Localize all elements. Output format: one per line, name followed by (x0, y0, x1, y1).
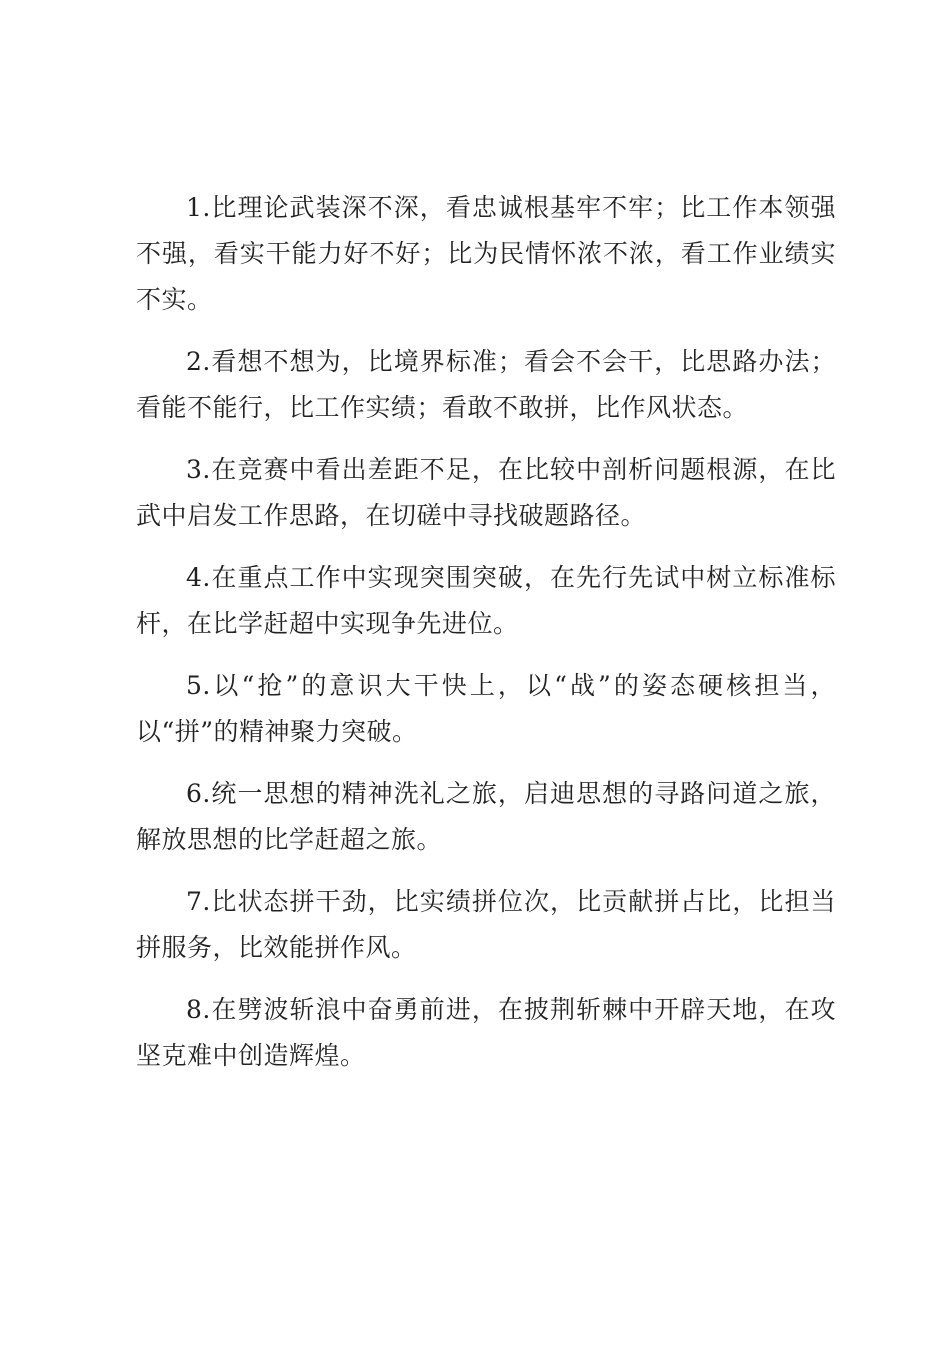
paragraph-7: 7.比状态拼干劲，比实绩拼位次，比贡献拼占比，比担当拼服务，比效能拼作风。 (136, 887, 836, 962)
paragraph-6: 6.统一思想的精神洗礼之旅，启迪思想的寻路问道之旅，解放思想的比学赶超之旅。 (136, 779, 836, 854)
paragraph-4: 4.在重点工作中实现突围突破，在先行先试中树立标准标杆，在比学赶超中实现争先进位。 (136, 563, 836, 638)
paragraph-3: 3.在竞赛中看出差距不足，在比较中剖析问题根源，在比武中启发工作思路，在切磋中寻找破题路径。 (136, 455, 836, 530)
paragraph-1: 1.比理论武装深不深，看忠诚根基牢不牢；比工作本领强不强，看实干能力好不好；比为民情怀浓不浓，看工作业绩实不实。 (136, 193, 836, 314)
document-body (136, 185, 836, 1095)
paragraph-8: 8.在劈波斩浪中奋勇前进，在披荆斩棘中开辟天地，在攻坚克难中创造辉煌。 (136, 995, 836, 1070)
paragraph-5: 5.以“抢”的意识大干快上，以“战”的姿态硬核担当，以“拼”的精神聚力突破。 (136, 671, 836, 746)
paragraph-2: 2.看想不想为，比境界标准；看会不会干，比思路办法；看能不能行，比工作实绩；看敢不敢拼，比作风状态。 (136, 347, 836, 422)
